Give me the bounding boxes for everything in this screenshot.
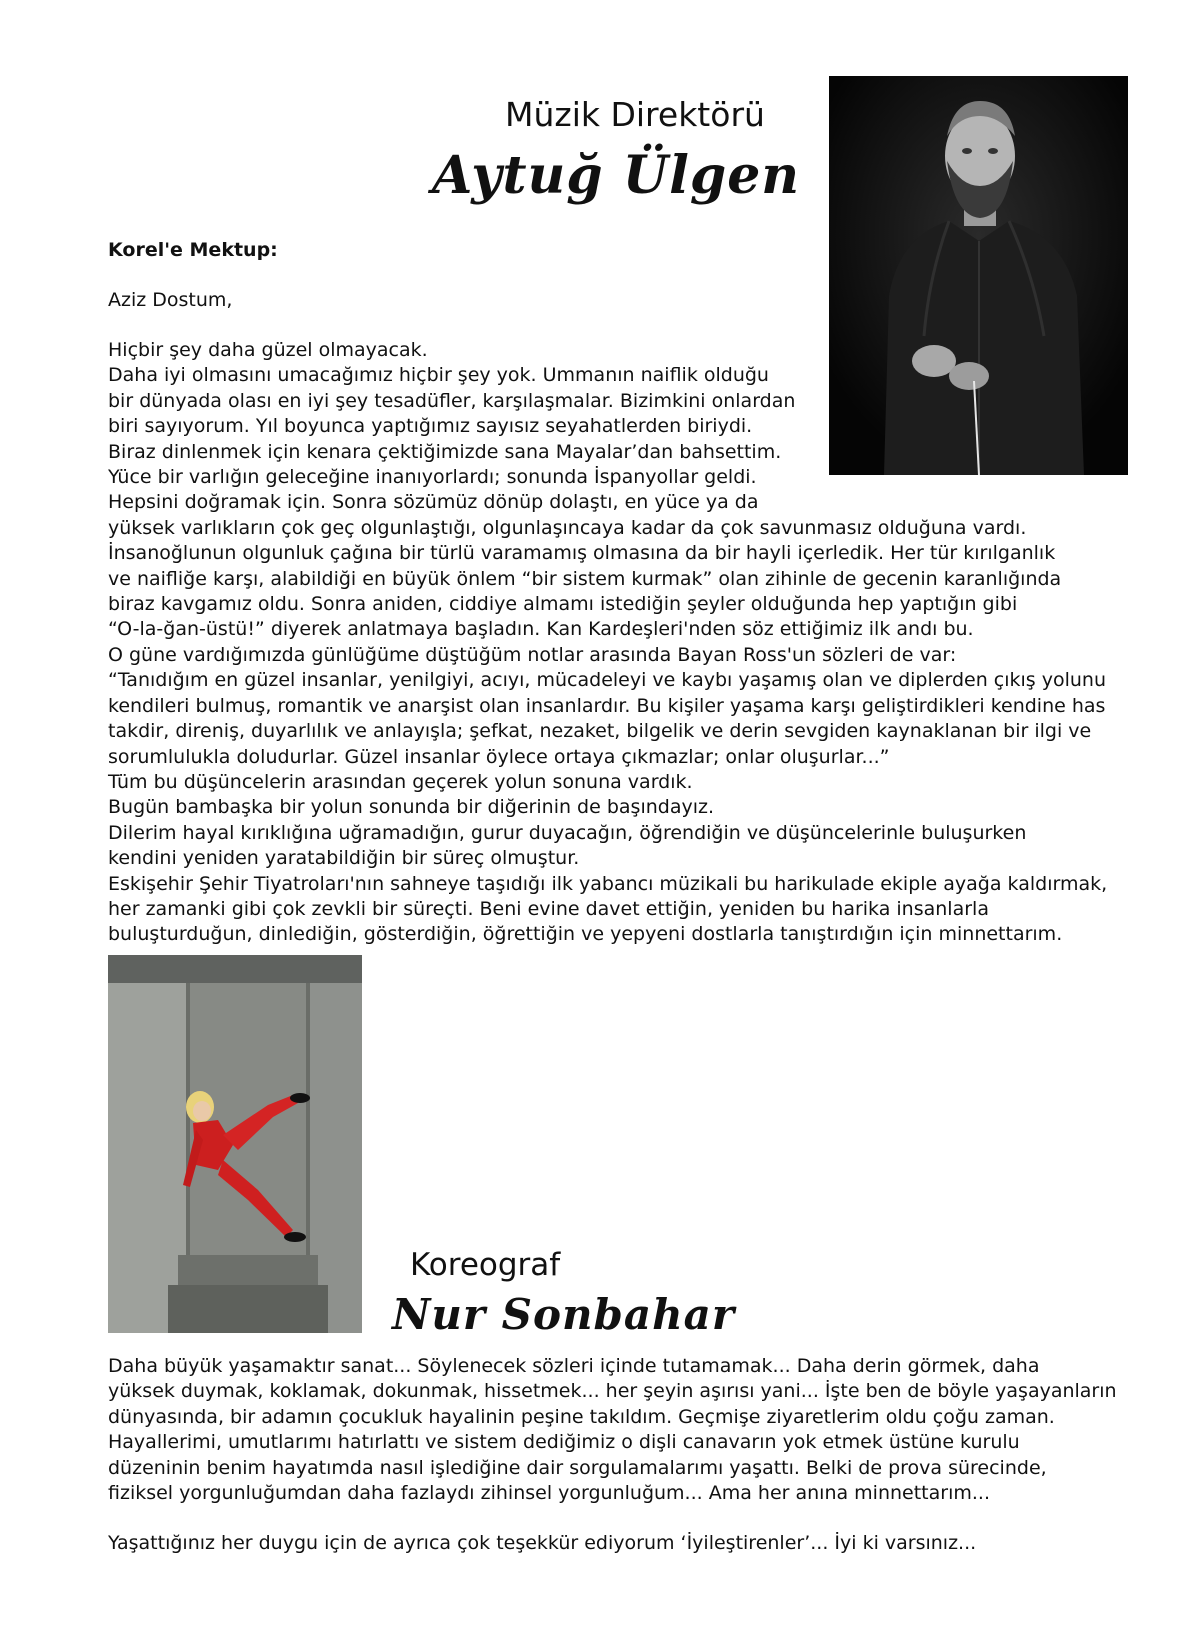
music-director-name: Aytuğ Ülgen: [432, 145, 801, 206]
letter-line: Hiçbir şey daha güzel olmayacak.: [108, 339, 428, 361]
letter-line: bir dünyada olası en iyi şey tesadüfler, karşılaşmalar. Bizimkini onlardan: [108, 389, 796, 412]
letter-line: kendileri bulmuş, romantik ve anarşist olan insanlardır. Bu kişiler yaşama karşı geliştirdikleri kendine has: [108, 694, 1106, 717]
letter-line: Daha iyi olmasını umacağımız hiçbir şey yok. Ummanın naiflik olduğu: [108, 364, 769, 387]
choreographer-closing: Yaşattığınız her duygu için de ayrıca çok teşekkür ediyorum ‘İyileştirenler’... İyi ki varsınız...: [108, 1532, 977, 1555]
letter-line: İnsanoğlunun olgunluk çağına bir türlü varamamış olmasına da bir hayli içerledik. Her tür kırılganlık: [108, 542, 1056, 565]
letter-line: yüksek varlıkların çok geç olgunlaştığı, olgunlaşıncaya kadar da çok savunmasız olduğuna vardı.: [108, 516, 1027, 539]
dancer-figure: [108, 955, 362, 1333]
letter-line: buluşturduğun, dinlediğin, gösterdiğin, öğrettiğin ve yepyeni dostlarla tanıştırdığın için minnettarım.: [108, 923, 1063, 946]
choreographer-line: yüksek duymak, koklamak, dokunmak, hissetmek... her şeyin aşırısı yani... İşte ben de böyle yaşayanların: [108, 1380, 1117, 1403]
letter-salutation: Aziz Dostum,: [108, 289, 233, 311]
letter-line: her zamanki gibi çok zevkli bir süreçti. Beni evine davet ettiğin, yeniden bu harika insanlarla: [108, 897, 989, 920]
choreographer-line: Daha büyük yaşamaktır sanat... Söylenecek sözleri içinde tutamamak... Daha derin görmek, daha: [108, 1355, 1040, 1377]
letter-line: biraz kavgamız oldu. Sonra aniden, ciddiye almamı istediğin şeyler olduğunda hep yaptığın gibi: [108, 593, 1018, 616]
letter-heading: Korel'e Mektup:: [108, 239, 278, 261]
letter-line: biri sayıyorum. Yıl boyunca yaptığımız sayısız seyahatlerden biriydi.: [108, 415, 753, 438]
letter-line: Eskişehir Şehir Tiyatroları'nın sahneye taşıdığı ilk yabancı müzikali bu harikulade ekiple ayağa kaldırmak,: [108, 872, 1108, 895]
choreographer-line: fiziksel yorgunluğumdan daha fazlaydı zihinsel yorgunluğum... Ama her anına minnettarım...: [108, 1482, 990, 1505]
choreographer-role: Koreograf: [410, 1247, 561, 1283]
letter-line: sorumlulukla doludurlar. Güzel insanlar öylece ortaya çıkmazlar; onlar oluşurlar...”: [108, 745, 890, 768]
letter-body: [108, 338, 1107, 948]
dancer-photo: [108, 955, 362, 1333]
letter-line: Dilerim hayal kırıklığına uğramadığın, gurur duyacağın, öğrendiğin ve düşüncelerinle buluşurken: [108, 821, 1027, 844]
choreographer-line: Hayallerimi, umutlarımı hatırlattı ve sistem dediğimiz o dişli canavarın yok etmek üstüne kurulu: [108, 1431, 1020, 1454]
letter-line: Biraz dinlenmek için kenara çektiğimizde sana Mayalar’dan bahsettim.: [108, 440, 782, 463]
choreographer-body: [108, 1354, 1117, 1557]
letter-line: kendini yeniden yaratabildiğin bir süreç olmuştur.: [108, 847, 580, 870]
letter-line: O güne vardığımızda günlüğüme düştüğüm notlar arasında Bayan Ross'un sözleri de var:: [108, 643, 957, 666]
letter-line: ve naifliğe karşı, alabildiği en büyük önlem “bir sistem kurmak” olan zihinle de gecenin karanlığında: [108, 567, 1062, 590]
letter-line: “O-la-ğan-üstü!” diyerek anlatmaya başladın. Kan Kardeşleri'nden söz ettiğimiz ilk andı bu.: [108, 618, 974, 641]
letter-line: Hepsini doğramak için. Sonra sözümüz dönüp dolaştı, en yüce ya da: [108, 491, 759, 514]
letter-line: Yüce bir varlığın geleceğine inanıyorlardı; sonunda İspanyollar geldi.: [108, 466, 757, 489]
choreographer-line: dünyasında, bir adamın çocukluk hayalinin peşine takıldım. Geçmişe ziyaretlerim oldu çoğu zaman.: [108, 1405, 1055, 1428]
letter-line: “Tanıdığım en güzel insanlar, yenilgiyi, acıyı, mücadeleyi ve kaybı yaşamış olan ve diplerden çıkış yolunu: [108, 669, 1106, 692]
music-director-role: Müzik Direktörü: [505, 95, 765, 134]
letter-line: Tüm bu düşüncelerin arasından geçerek yolun sonuna vardık.: [108, 770, 693, 793]
letter-line: Bugün bambaşka bir yolun sonunda bir diğerinin de başındayız.: [108, 796, 715, 819]
letter-line: takdir, direniş, duyarlılık ve anlayışla; şefkat, nezaket, bilgelik ve derin sevgiden kaynaklanan bir ilgi ve: [108, 720, 1092, 743]
choreographer-line: düzeninin benim hayatımda nasıl işlediğine dair sorgulamalarımı yaşattı. Belki de prova sürecinde,: [108, 1456, 1047, 1479]
choreographer-name: Nur Sonbahar: [392, 1290, 736, 1339]
